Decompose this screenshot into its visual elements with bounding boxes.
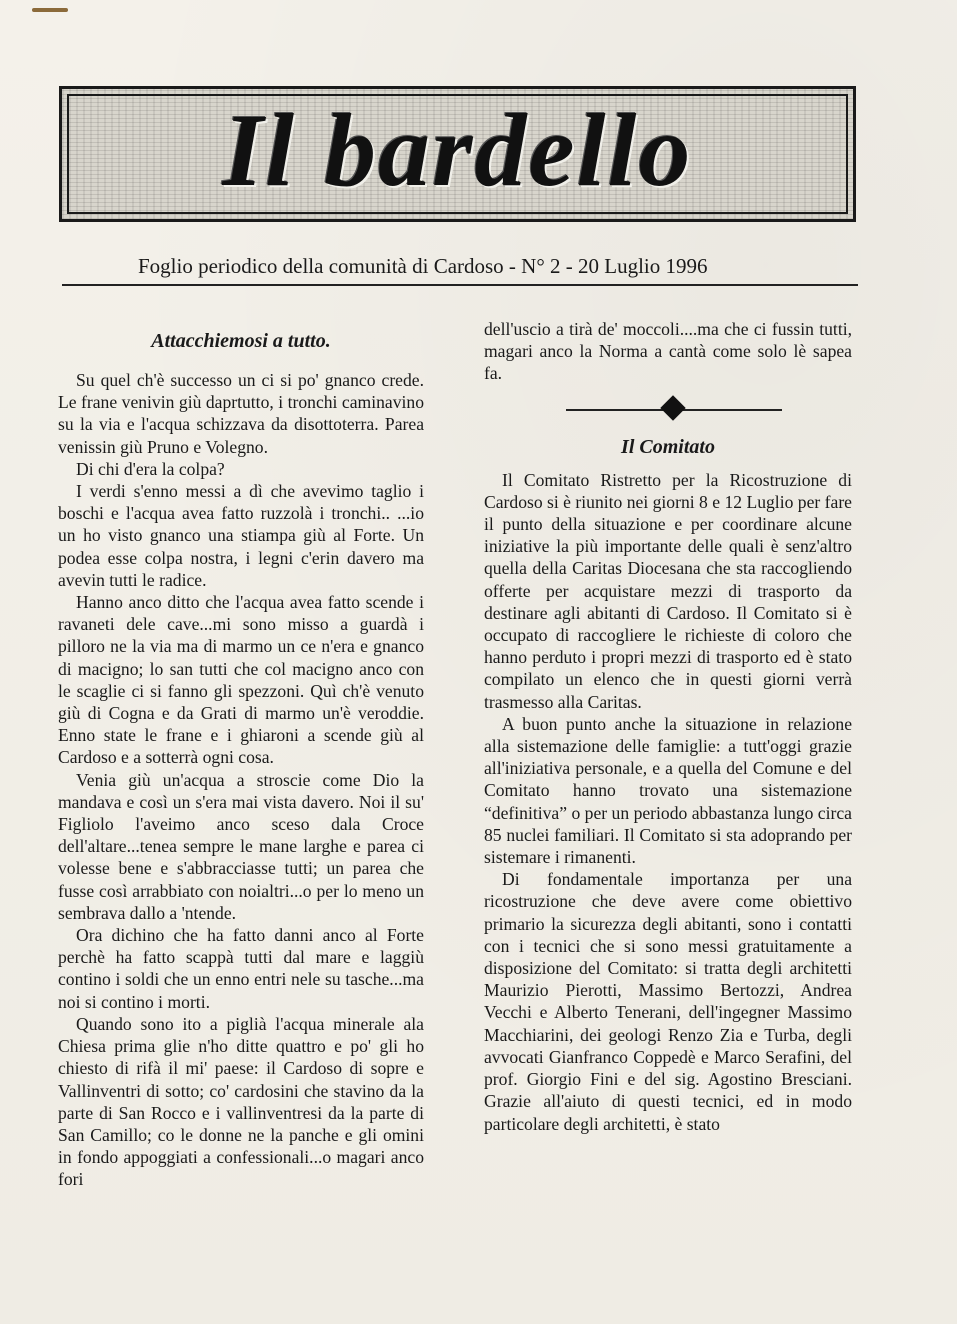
masthead-title: Il bardello xyxy=(222,93,693,208)
header-rule xyxy=(62,284,858,286)
article-heading: Attacchiemosi a tutto. xyxy=(151,330,331,352)
continued-paragraph: dell'uscio a tirà de' moccoli....ma che ci fussin tutti, magari anco la Norma a cantà come solo lè sapea fa. xyxy=(484,319,852,384)
staple xyxy=(32,8,68,12)
issue-subtitle: Foglio periodico della comunità di Cardoso - N° 2 - 20 Luglio 1996 xyxy=(138,254,708,278)
paragraph: Ora dichino che ha fatto danni anco al Forte perchè ha fatto scappà tutti dal mare e laggiù contino i soldi che un enno entri nele su tasche...ma noi si contino i morti. xyxy=(58,925,424,1012)
left-column xyxy=(58,325,424,1191)
paragraph: Quando sono ito a piglià l'acqua minerale ala Chiesa prima glie n'ho ditte quattro e po' gli ho chiesto di rifà il mi' paese: il Cardoso di sopre e Vallinventri di sotto; co' cardosini che stavino da la parte di San Rocco e i vallinventresi da la parte di San Camillo; co le donne ne la panche e gli omini in fondo appoggiati a confessionali...o magari anco fori xyxy=(58,1013,424,1190)
article-heading: Il Comitato xyxy=(621,435,715,458)
paragraph: Hanno anco ditto che l'acqua avea fatto scende i ravaneti dele cave...mi sono misso a guardà i pilloro ne la via ma di marmo un ce n'era e gnanco di macigno; lo san tutti che col macigno anco con le scaglie ci si fanno gli spezzoni. Quì ch'è venuto giù di Cogna e da Grati di marmo un'è veroddie. Enno state le frane e i ghiaroni a scende giù al Cardoso e a sotterrà ogni cosa. xyxy=(58,592,424,768)
masthead xyxy=(59,86,856,222)
right-column xyxy=(484,318,852,1135)
diamond-ornament-icon xyxy=(660,395,685,420)
paragraph: Venia giù un'acqua a stroscie come Dio la mandava e così un s'era mai vista davero. Noi il su' Figliolo l'aveimo anco sceso dala Croce dell'altare...tenea sempre le mane larghe e parea ci volesse bene e s'abbracciasse tutti; un parea che fusse così arrabbiato con noialtri...o per lo meno un sembrava dallo a 'ntende. xyxy=(58,769,424,923)
section-divider xyxy=(484,393,852,427)
paragraph: Di chi d'era la colpa? xyxy=(76,458,225,479)
paragraph: Su quel ch'è successo un ci si po' gnanco crede. Le frane venivin giù daprtutto, i tronchi caminavino su la via e l'acqua schizzava da disottoterra. Parea venissin giù Pruno e Volegno. xyxy=(58,370,424,457)
paragraph: Il Comitato Ristretto per la Ricostruzione di Cardoso si è riunito nei giorni 8 e 12 Luglio per fare il punto della situazione e per coordinare alcune iniziative la più importante delle quali è senz'altro quella della Caritas Diocesana che sta raccogliendo offerte per acquistare mezzi di trasporto da destinare agli abitanti di Cardoso. Il Comitato si è occupato di raccogliere le richieste di coloro che hanno perduto i propri mezzi di trasporto ed è stato compilato un elenco che in questi giorni verrà trasmesso alla Caritas. xyxy=(484,469,852,712)
paragraph: A buon punto anche la situazione in relazione alla sistemazione delle famiglie: a tutt'oggi grazie all'iniziativa personale, e a quella del Comune e del Comitato hanno trovato una sistemazione “definitiva” o per un periodo abbastanza lungo circa 85 nuclei familiari. Il Comitato si sta adoprando per sistemare i rimanenti. xyxy=(484,713,852,868)
paragraph: Di fondamentale importanza per una ricostruzione che deve avere come obiettivo primario la sicurezza degli abitanti, sono i contatti con i tecnici che si sono messi gratuitamente a disposizione del Comitato: si tratta degli architetti Maurizio Pierotti, Massimo Bertozzi, Andrea Vecchi e Alberto Tenerani, dell'ingegner Massimo Macchiarini, dei geologi Renzo Zia e Turba, degli avvocati Gianfranco Coppedè e Marco Serafini, del prof. Giorgio Fini e del sig. Agostino Bresciani. Grazie all'aiuto di questi tecnici, ed in modo particolare degli architetti, è stato xyxy=(484,869,852,1134)
paragraph: I verdi s'enno messi a dì che avevimo taglio i boschi e l'acqua avea fatto ruzzolà i tronchi.. ...io un ho visto gnanco una stiampa giù al Forte. Un podea esse colpa nostra, i legni c'erin davero ma avevin tutti le radice. xyxy=(58,481,424,590)
